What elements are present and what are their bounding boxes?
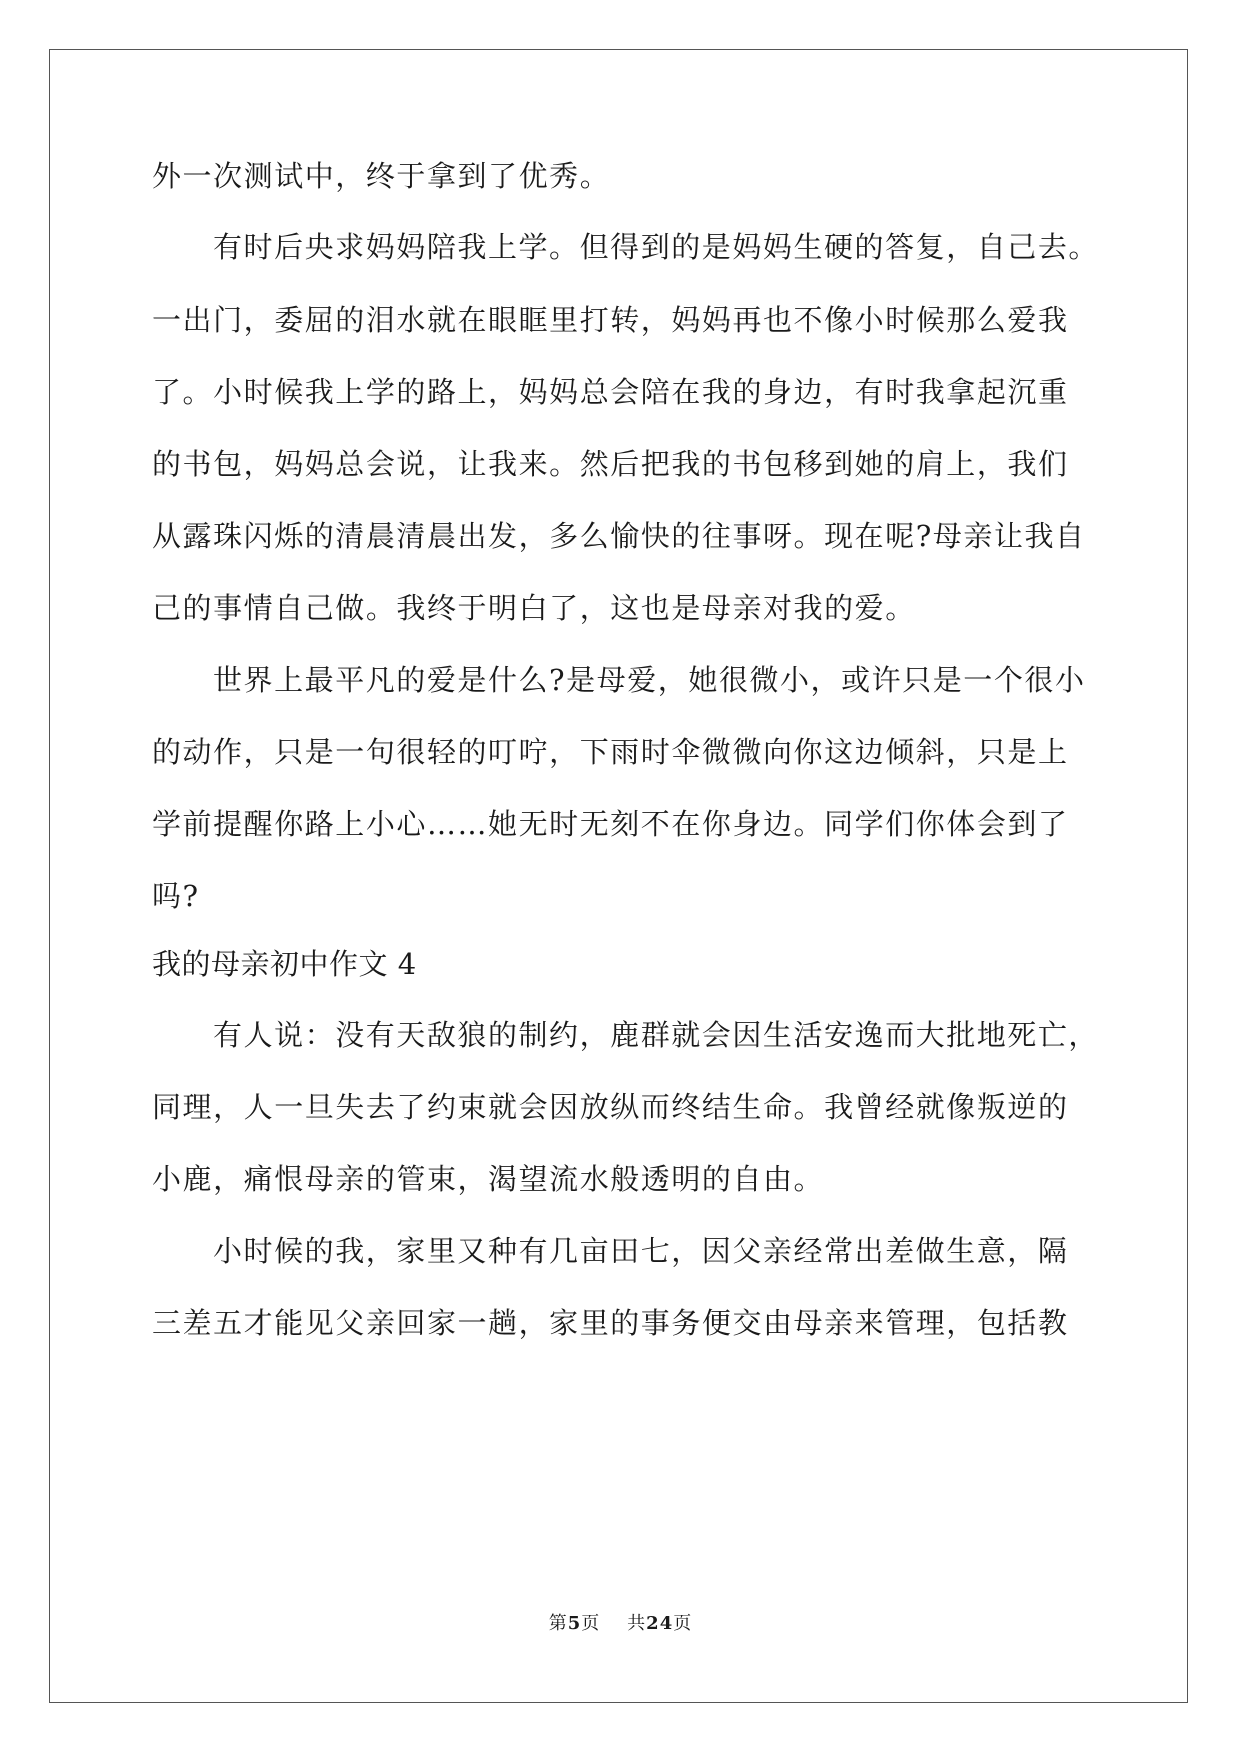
footer-page-number: 5 (567, 1613, 582, 1634)
section-heading: 我的母亲初中作文 4 (152, 947, 417, 981)
footer-prefix: 第 (548, 1613, 568, 1634)
body-line-15: 小时候的我，家里又种有几亩田七，因父亲经常出差做生意，隔 (213, 1234, 1069, 1268)
body-line-7: 己的事情自己做。我终于明白了，这也是母亲对我的爱。 (152, 591, 916, 625)
body-line-8: 世界上最平凡的爱是什么?是母爱，她很微小，或许只是一个很小 (213, 663, 1086, 697)
body-line-12: 有人说：没有天敌狼的制约，鹿群就会因生活安逸而大批地死亡， (213, 1018, 1099, 1052)
body-line-13: 同理，人一旦失去了约束就会因放纵而终结生命。我曾经就像叛逆的 (152, 1090, 1069, 1124)
footer-total-pages: 24 (646, 1613, 674, 1634)
body-line-5: 的书包，妈妈总会说，让我来。然后把我的书包移到她的肩上，我们 (152, 447, 1069, 481)
body-line-6: 从露珠闪烁的清晨清晨出发，多么愉快的往事呀。现在呢?母亲让我自 (152, 519, 1086, 553)
footer-total-suffix: 页 (673, 1613, 693, 1634)
body-line-16: 三差五才能见父亲回家一趟，家里的事务便交由母亲来管理，包括教 (152, 1306, 1069, 1340)
body-line-2: 有时后央求妈妈陪我上学。但得到的是妈妈生硬的答复，自己去。 (213, 230, 1099, 264)
footer-total-prefix: 共 (627, 1613, 647, 1634)
body-line-4: 了。小时候我上学的路上，妈妈总会陪在我的身边，有时我拿起沉重 (152, 375, 1069, 409)
body-line-9: 的动作，只是一句很轻的叮咛，下雨时伞微微向你这边倾斜，只是上 (152, 735, 1069, 769)
body-line-10: 学前提醒你路上小心……她无时无刻不在你身边。同学们你体会到了 (152, 807, 1069, 841)
body-line-1: 外一次测试中，终于拿到了优秀。 (152, 159, 611, 193)
body-line-3: 一出门，委屈的泪水就在眼眶里打转，妈妈再也不像小时候那么爱我 (152, 303, 1069, 337)
footer-page-suffix: 页 (581, 1613, 601, 1634)
body-line-14: 小鹿，痛恨母亲的管束，渴望流水般透明的自由。 (152, 1162, 825, 1196)
page-frame (49, 49, 1188, 1703)
body-line-11: 吗? (152, 879, 200, 913)
page-footer (0, 1612, 1241, 1636)
